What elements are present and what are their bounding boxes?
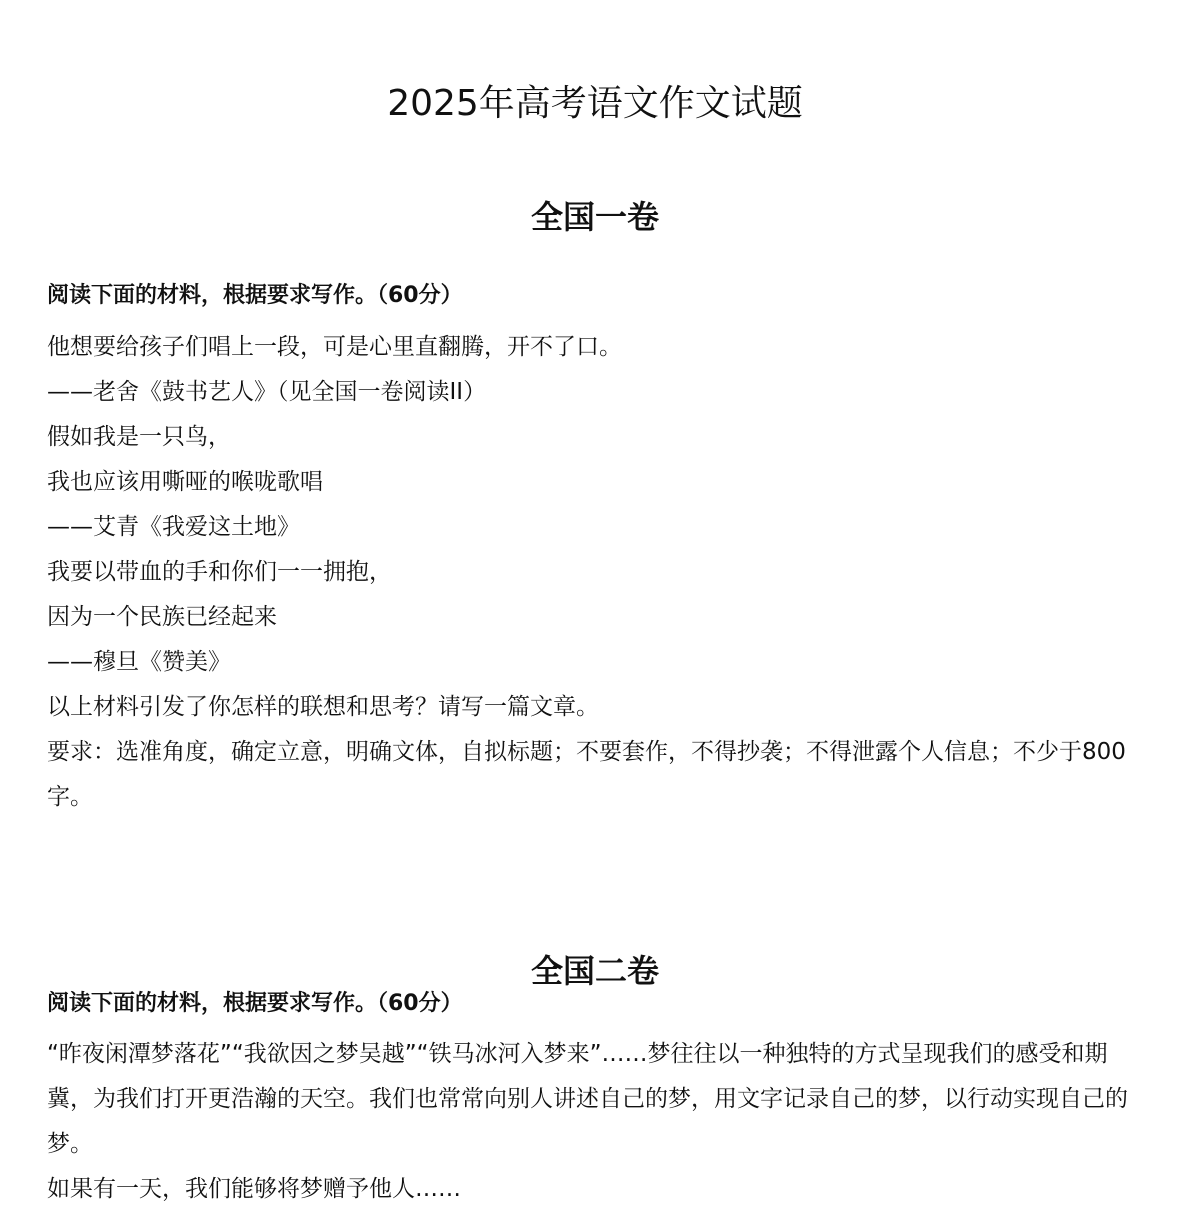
- material-line: 如果有一天，我们能够将梦赠予他人……: [47, 1176, 461, 1202]
- section-2-material: [47, 1032, 1132, 1212]
- section-1-instruction: 阅读下面的材料，根据要求写作。（60分）: [47, 283, 463, 308]
- material-attribution: ——艾青《我爱这土地》: [47, 514, 300, 540]
- writing-prompt: 以上材料引发了你怎样的联想和思考？请写一篇文章。: [47, 694, 599, 720]
- material-attribution: ——穆旦《赞美》: [47, 649, 231, 675]
- material-line: 他想要给孩子们唱上一段，可是心里直翻腾，开不了口。: [47, 334, 622, 360]
- material-attribution: ——老舍《鼓书艺人》（见全国一卷阅读II）: [47, 379, 487, 405]
- material-line: 因为一个民族已经起来: [47, 604, 277, 630]
- section-2-instruction: 阅读下面的材料，根据要求写作。（60分）: [47, 991, 463, 1016]
- section-1-material: [47, 325, 1132, 820]
- section-heading-national-paper-2: 全国二卷: [530, 951, 659, 990]
- document-title: 2025年高考语文作文试题: [387, 83, 803, 125]
- material-line: 假如我是一只鸟，: [47, 424, 231, 450]
- material-line: 我要以带血的手和你们一一拥抱，: [47, 559, 392, 585]
- writing-requirements: 要求：选准角度，确定立意，明确文体，自拟标题；不要套作，不得抄袭；不得泄露个人信息；不少于800字。: [47, 739, 1126, 810]
- material-paragraph: “昨夜闲潭梦落花”“我欲因之梦吴越”“铁马冰河入梦来”……梦往往以一种独特的方式呈现我们的感受和期冀，为我们打开更浩瀚的天空。我们也常常向别人讲述自己的梦，用文字记录自己的梦，以行动实现自己的梦。: [47, 1041, 1128, 1157]
- material-line: 我也应该用嘶哑的喉咙歌唱: [47, 469, 323, 495]
- section-heading-national-paper-1: 全国一卷: [530, 197, 659, 236]
